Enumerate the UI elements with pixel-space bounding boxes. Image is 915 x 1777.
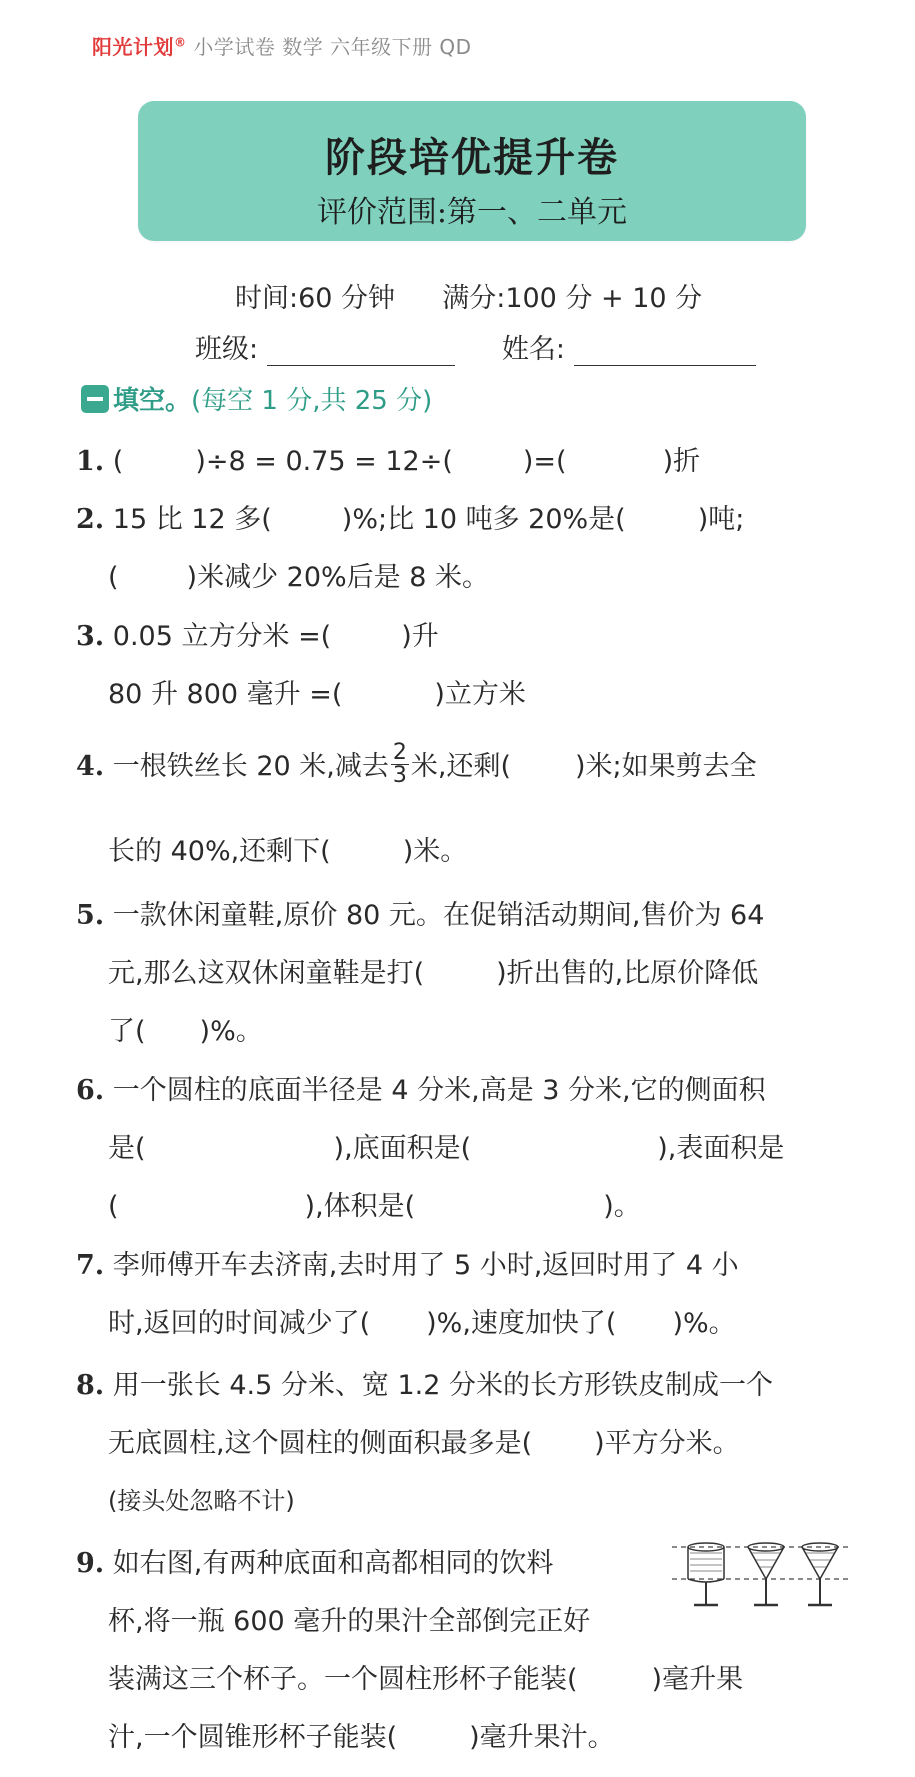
- question-2-line-2: ( )米减少 20%后是 8 米。: [108, 562, 490, 593]
- section-number-badge: [81, 385, 109, 413]
- page-header: [92, 31, 472, 60]
- question-4: 4. 一根铁丝长 20 米,减去 $\frac{2}{3}$ 米,还剩( )米;如果剪去全: [76, 740, 757, 788]
- question-number: 5.: [76, 900, 105, 931]
- question-6: 6. 一个圆柱的底面半径是 4 分米,高是 3 分米,它的侧面积: [76, 1075, 766, 1106]
- question-3-line-2: 80 升 800 毫升 =( )立方米: [108, 679, 526, 710]
- exam-info: [235, 276, 702, 315]
- question-9-line-2: 杯,将一瓶 600 毫升的果汁全部倒完正好: [108, 1606, 591, 1637]
- question-5-line-3: 了( )%。: [108, 1016, 263, 1047]
- question-5: 5. 一款休闲童鞋,原价 80 元。在促销活动期间,售价为 64: [76, 900, 765, 931]
- question-9-line-4: 汁,一个圆锥形杯子能装( )毫升果汁。: [108, 1722, 615, 1753]
- question-3: 3. 0.05 立方分米 =( )升: [76, 621, 439, 652]
- question-8-note: (接头处忽略不计): [108, 1487, 295, 1515]
- class-label: 班级:: [195, 334, 259, 365]
- section-heading: [81, 380, 432, 417]
- question-9-line-3: 装满这三个杯子。一个圆柱形杯子能装( )毫升果: [108, 1664, 744, 1695]
- question-number: 4.: [76, 751, 105, 782]
- cone-cup-icon: [748, 1543, 784, 1605]
- class-field[interactable]: [267, 365, 455, 366]
- question-4-line-2: 长的 40%,还剩下( )米。: [108, 836, 468, 867]
- name-label: 姓名:: [501, 334, 565, 365]
- title-box: [138, 101, 806, 241]
- question-5-line-2: 元,那么这双休闲童鞋是打( )折出售的,比原价降低: [108, 958, 759, 989]
- full-score: 满分:100 分 + 10 分: [442, 283, 703, 314]
- question-9: 9. 如右图,有两种底面和高都相同的饮料: [76, 1548, 554, 1579]
- cone-cup-icon: [802, 1543, 838, 1605]
- question-7-line-2: 时,返回的时间减少了( )%,速度加快了( )%。: [108, 1308, 736, 1339]
- exam-title: 阶段培优提升卷: [325, 134, 619, 181]
- question-number: 8.: [76, 1370, 105, 1401]
- question-number: 1.: [76, 446, 105, 477]
- question-2: 2. 15 比 12 多( )%;比 10 吨多 20%是( )吨;: [76, 504, 745, 535]
- question-number: 2.: [76, 504, 105, 535]
- exam-scope: 评价范围:第一、二单元: [316, 195, 628, 230]
- question-number: 3.: [76, 621, 105, 652]
- section-title: 填空。: [113, 386, 192, 416]
- section-note: (每空 1 分,共 25 分): [191, 386, 433, 416]
- question-8: 8. 用一张长 4.5 分米、宽 1.2 分米的长方形铁皮制成一个: [76, 1370, 773, 1401]
- fraction: $\frac{2}{3}$: [392, 740, 407, 788]
- time-limit: 时间:60 分钟: [235, 283, 396, 314]
- question-6-line-2: 是( ),底面积是( ),表面积是: [108, 1133, 785, 1164]
- question-7: 7. 李师傅开车去济南,去时用了 5 小时,返回时用了 4 小: [76, 1250, 739, 1281]
- brand-name: 阳光计划®: [92, 35, 187, 59]
- student-fields: [195, 327, 756, 366]
- question-number: 7.: [76, 1250, 105, 1281]
- question-6-line-3: ( ),体积是( )。: [108, 1191, 641, 1222]
- question-number: 6.: [76, 1075, 105, 1106]
- name-field[interactable]: [574, 365, 756, 366]
- question-1: 1. ( )÷8 = 0.75 = 12÷( )=( )折: [76, 446, 701, 477]
- cups-figure: [672, 1535, 852, 1615]
- header-subtitle: 小学试卷 数学 六年级下册 QD: [193, 35, 472, 59]
- cylinder-cup-icon: [688, 1543, 724, 1605]
- question-8-line-2: 无底圆柱,这个圆柱的侧面积最多是( )平方分米。: [108, 1428, 740, 1459]
- question-number: 9.: [76, 1548, 105, 1579]
